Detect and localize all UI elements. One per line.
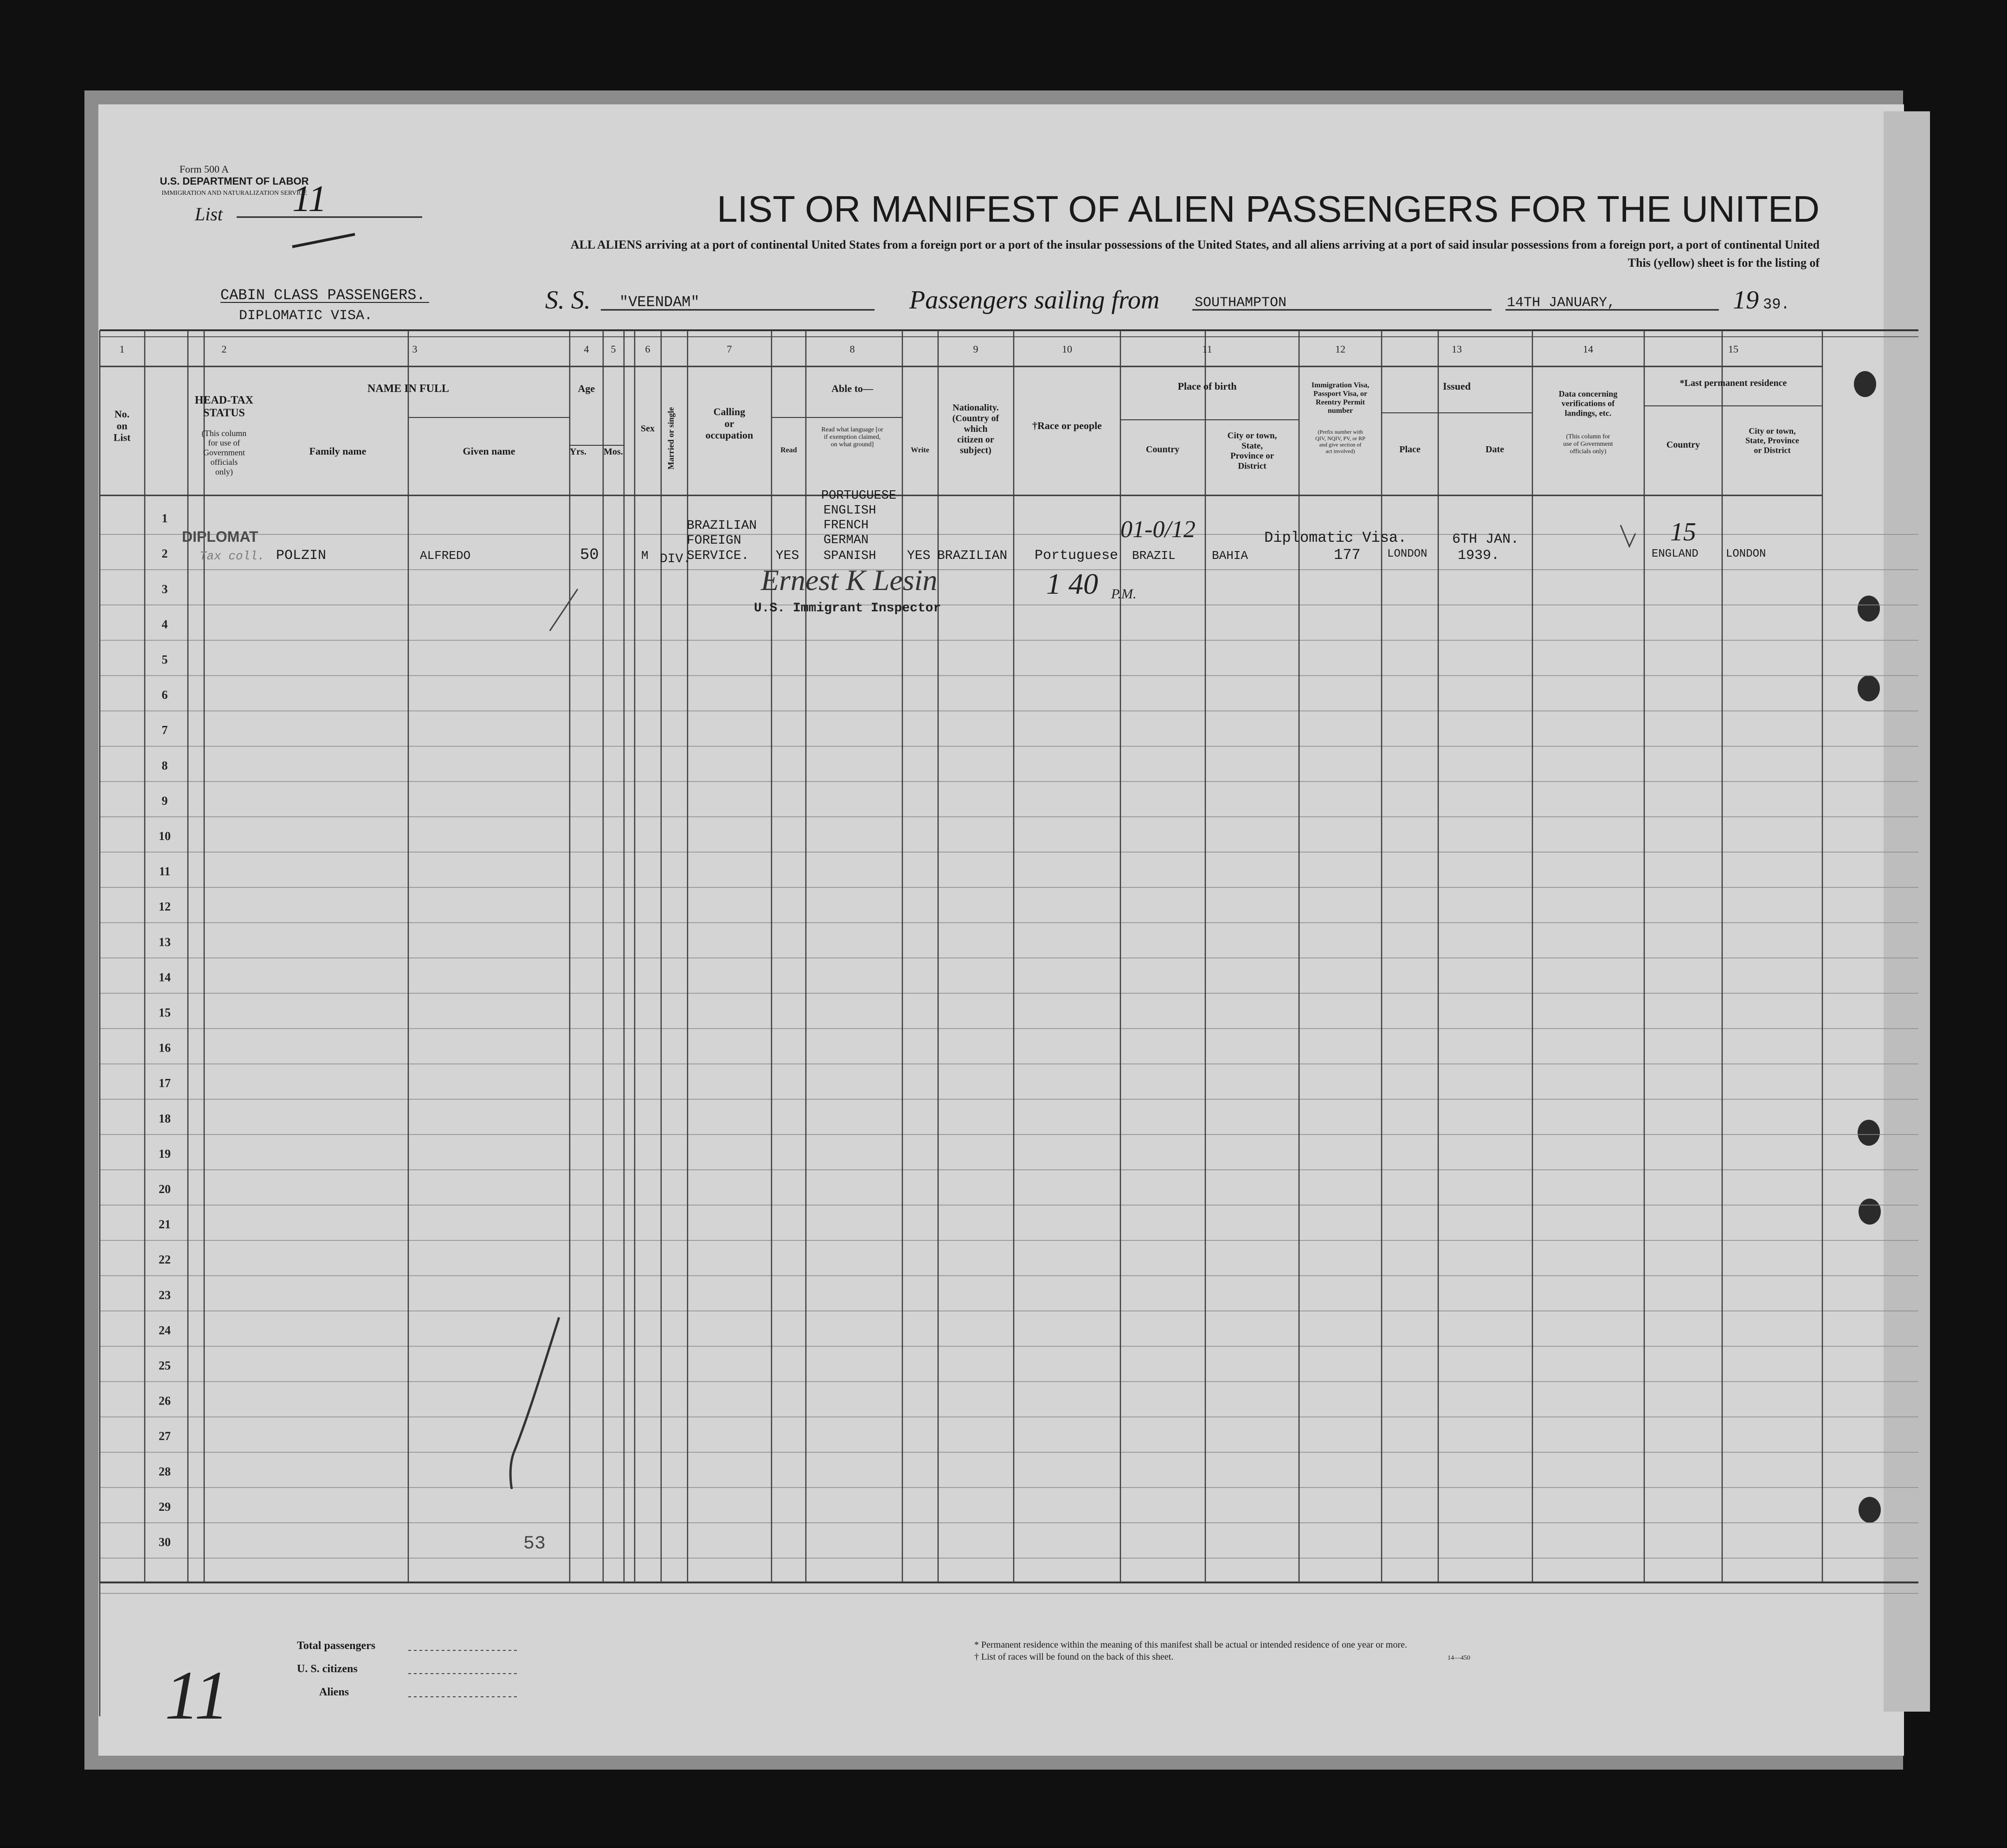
paper-right-strip bbox=[1884, 111, 1930, 1712]
header-birth-city: City or town, State, Province or District bbox=[1227, 431, 1277, 471]
column-number: 7 bbox=[727, 343, 732, 355]
language-1: PORTUGUESE bbox=[821, 489, 897, 503]
header-visa-note: (Prefix number with QIV, NQIV, PV, or RP and give section of act involved) bbox=[1315, 429, 1365, 455]
language-2: ENGLISH bbox=[823, 504, 876, 518]
header-residence-country: Country bbox=[1666, 440, 1700, 450]
race: Portuguese bbox=[1035, 548, 1119, 564]
row-number: 4 bbox=[161, 617, 168, 631]
header-head-tax: HEAD-TAX STATUS bbox=[194, 394, 254, 419]
form-title: LIST OR MANIFEST OF ALIEN PASSENGERS FOR THE UNITED bbox=[717, 188, 1820, 230]
column-number: 8 bbox=[849, 343, 855, 355]
language-3: FRENCH bbox=[823, 519, 869, 533]
row-number: 8 bbox=[161, 758, 168, 772]
service: IMMIGRATION AND NATURALIZATION SERVICE bbox=[161, 190, 307, 197]
occupation-line-2: FOREIGN bbox=[687, 533, 741, 548]
row-number: 16 bbox=[159, 1041, 171, 1055]
row-number: 7 bbox=[161, 723, 168, 737]
header-mos: Mos. bbox=[604, 447, 623, 457]
ship-label: S. S. bbox=[545, 286, 591, 314]
column-number: 12 bbox=[1335, 343, 1345, 355]
column-number: 9 bbox=[973, 343, 978, 355]
header-issued: Issued bbox=[1443, 380, 1471, 392]
language-4: GERMAN bbox=[823, 533, 869, 547]
row-number: 18 bbox=[159, 1111, 171, 1125]
row-number: 15 bbox=[159, 1006, 171, 1020]
header-race: †Race or people bbox=[1032, 420, 1102, 431]
handwritten-residence-code: 15 bbox=[1670, 518, 1696, 546]
header-head-tax-note: (This column for use of Government officials only) bbox=[201, 429, 247, 476]
class-line-2: DIPLOMATIC VISA. bbox=[239, 308, 373, 324]
list-number: 11 bbox=[292, 179, 327, 219]
column-number: 11 bbox=[1202, 343, 1212, 355]
header-able-to: Able to— bbox=[831, 383, 873, 394]
header-data-concerning: Data concerning verifications of landings, etc. bbox=[1558, 389, 1618, 418]
residence-city: LONDON bbox=[1726, 548, 1766, 560]
column-number: 10 bbox=[1062, 343, 1072, 355]
inspector-signature: Ernest K Lesin bbox=[761, 564, 938, 597]
header-birth-country: Country bbox=[1145, 444, 1180, 455]
form-number: Form 500 A bbox=[179, 163, 229, 175]
row-number: 9 bbox=[161, 794, 168, 808]
page-stamp: 53 bbox=[523, 1534, 546, 1554]
residence-country: ENGLAND bbox=[1652, 548, 1698, 560]
column-number: 5 bbox=[611, 343, 616, 355]
row-number: 17 bbox=[159, 1076, 171, 1090]
row-number: 21 bbox=[159, 1218, 171, 1232]
row-number: 11 bbox=[159, 865, 171, 879]
us-citizens-label: U. S. citizens bbox=[297, 1663, 358, 1675]
occupation-line-3: SERVICE. bbox=[687, 549, 749, 563]
family-name: POLZIN bbox=[276, 548, 327, 564]
header-read: Read bbox=[780, 446, 797, 454]
header-issued-date: Date bbox=[1486, 444, 1504, 455]
head-tax-stamp: DIPLOMAT bbox=[182, 528, 258, 545]
header-last-residence: *Last permanent residence bbox=[1679, 378, 1787, 388]
nationality: BRAZILIAN bbox=[937, 549, 1008, 563]
age-years: 50 bbox=[580, 546, 599, 564]
header-read-language: Read what language [or if exemption claimed, on what ground] bbox=[821, 426, 883, 449]
row-number: 6 bbox=[161, 688, 168, 702]
list-label: List bbox=[195, 204, 223, 225]
row-number: 25 bbox=[159, 1359, 171, 1373]
header-place-of-birth: Place of birth bbox=[1177, 380, 1237, 392]
ship-name: "VEENDAM" bbox=[619, 294, 700, 311]
can-write: YES bbox=[907, 549, 931, 563]
header-nationality: Nationality. (Country of which citizen or subject) bbox=[952, 403, 999, 456]
marital-status: DIV. bbox=[660, 552, 691, 566]
class-line-1: CABIN CLASS PASSENGERS. bbox=[220, 287, 425, 304]
inspector-title: U.S. Immigrant Inspector bbox=[754, 601, 941, 616]
header-age: Age bbox=[578, 383, 595, 394]
column-number: 6 bbox=[645, 343, 650, 355]
header-visa: Immigration Visa, Passport Visa, or Reentry Permit number bbox=[1311, 381, 1370, 415]
form-subtitle-2: This (yellow) sheet is for the listing of bbox=[1627, 256, 1820, 270]
row-number: 1 bbox=[161, 512, 168, 526]
paper-sheet bbox=[98, 104, 1904, 1756]
visa-number: 177 bbox=[1334, 546, 1361, 564]
occupation-line-1: BRAZILIAN bbox=[687, 519, 757, 533]
row-number: 29 bbox=[159, 1500, 171, 1514]
margin-number: 11 bbox=[165, 1657, 229, 1734]
issued-date-line-2: 1939. bbox=[1458, 548, 1500, 564]
birth-country: BRAZIL bbox=[1132, 549, 1176, 563]
header-family-name: Family name bbox=[309, 445, 367, 457]
year-suffix: 39. bbox=[1763, 296, 1790, 313]
header-sex: Sex bbox=[641, 424, 655, 434]
issued-place: LONDON bbox=[1387, 548, 1428, 560]
footnote-residence: * Permanent residence within the meaning of this manifest shall be actual or intended residence of one year or more. bbox=[974, 1640, 1408, 1650]
row-number: 22 bbox=[159, 1253, 171, 1267]
column-number: 1 bbox=[119, 343, 125, 355]
aliens-label: Aliens bbox=[319, 1686, 349, 1698]
column-number: 2 bbox=[221, 343, 227, 355]
visa-type: Diplomatic Visa. bbox=[1264, 529, 1407, 546]
column-number: 4 bbox=[584, 343, 589, 355]
sex: M bbox=[641, 549, 649, 563]
column-number: 14 bbox=[1583, 343, 1593, 355]
header-calling: Calling or occupation bbox=[705, 406, 753, 441]
departure-date: 14TH JANUARY, bbox=[1507, 295, 1616, 311]
header-yrs: Yrs. bbox=[569, 447, 587, 457]
header-residence-city: City or town, State, Province or District bbox=[1745, 426, 1799, 455]
row-number: 2 bbox=[161, 547, 168, 561]
row-number: 12 bbox=[159, 900, 171, 914]
row-number: 24 bbox=[159, 1323, 171, 1337]
header-given-name: Given name bbox=[463, 445, 515, 457]
given-name: ALFREDO bbox=[420, 549, 471, 563]
birth-city: BAHIA bbox=[1212, 549, 1248, 563]
row-number: 30 bbox=[159, 1535, 171, 1549]
header-married-single: Married or single bbox=[666, 407, 675, 470]
handwritten-birth-code: 01-0/12 bbox=[1120, 516, 1196, 543]
form-subtitle-1: ALL ALIENS arriving at a port of continental United States from a foreign port or a port of the insular possessions of the United States, and all aliens arriving at a port of said insular possessions from a foreign port, a port of continental United bbox=[570, 238, 1820, 251]
head-tax-note: Tax coll. bbox=[199, 549, 265, 563]
row-number: 20 bbox=[159, 1182, 171, 1196]
header-write: Write bbox=[911, 446, 929, 454]
row-number: 19 bbox=[159, 1147, 171, 1161]
header-name-in-full: NAME IN FULL bbox=[367, 383, 450, 395]
department: U.S. DEPARTMENT OF LABOR bbox=[160, 175, 309, 187]
sailing-label: Passengers sailing from bbox=[909, 286, 1160, 314]
header-issued-place: Place bbox=[1399, 444, 1421, 455]
row-number: 26 bbox=[159, 1394, 171, 1408]
row-number: 23 bbox=[159, 1288, 171, 1302]
header-no-on-list: No. on List bbox=[113, 408, 131, 443]
total-passengers-label: Total passengers bbox=[297, 1640, 376, 1652]
issued-date-line-1: 6TH JAN. bbox=[1452, 532, 1519, 547]
handwritten-time-suffix: P.M. bbox=[1111, 586, 1137, 602]
departure-port: SOUTHAMPTON bbox=[1195, 295, 1287, 311]
row-number: 3 bbox=[161, 582, 168, 596]
handwritten-time: 1 40 bbox=[1046, 567, 1098, 600]
year-prefix: 19 bbox=[1733, 286, 1759, 314]
can-read: YES bbox=[776, 549, 799, 563]
row-number: 27 bbox=[159, 1429, 171, 1443]
row-number: 28 bbox=[159, 1464, 171, 1478]
row-number: 5 bbox=[161, 653, 168, 667]
row-number: 14 bbox=[159, 970, 171, 984]
form-code: 14—450 bbox=[1447, 1655, 1470, 1662]
row-number: 13 bbox=[159, 935, 171, 949]
column-number: 15 bbox=[1728, 343, 1738, 355]
language-5: SPANISH bbox=[823, 549, 876, 563]
row-number: 10 bbox=[159, 829, 171, 843]
column-number: 3 bbox=[412, 343, 418, 355]
column-number: 13 bbox=[1452, 343, 1462, 355]
footnote-races: † List of races will be found on the back of this sheet. bbox=[974, 1652, 1174, 1662]
header-data-note: (This column for use of Government officials only) bbox=[1563, 433, 1613, 456]
